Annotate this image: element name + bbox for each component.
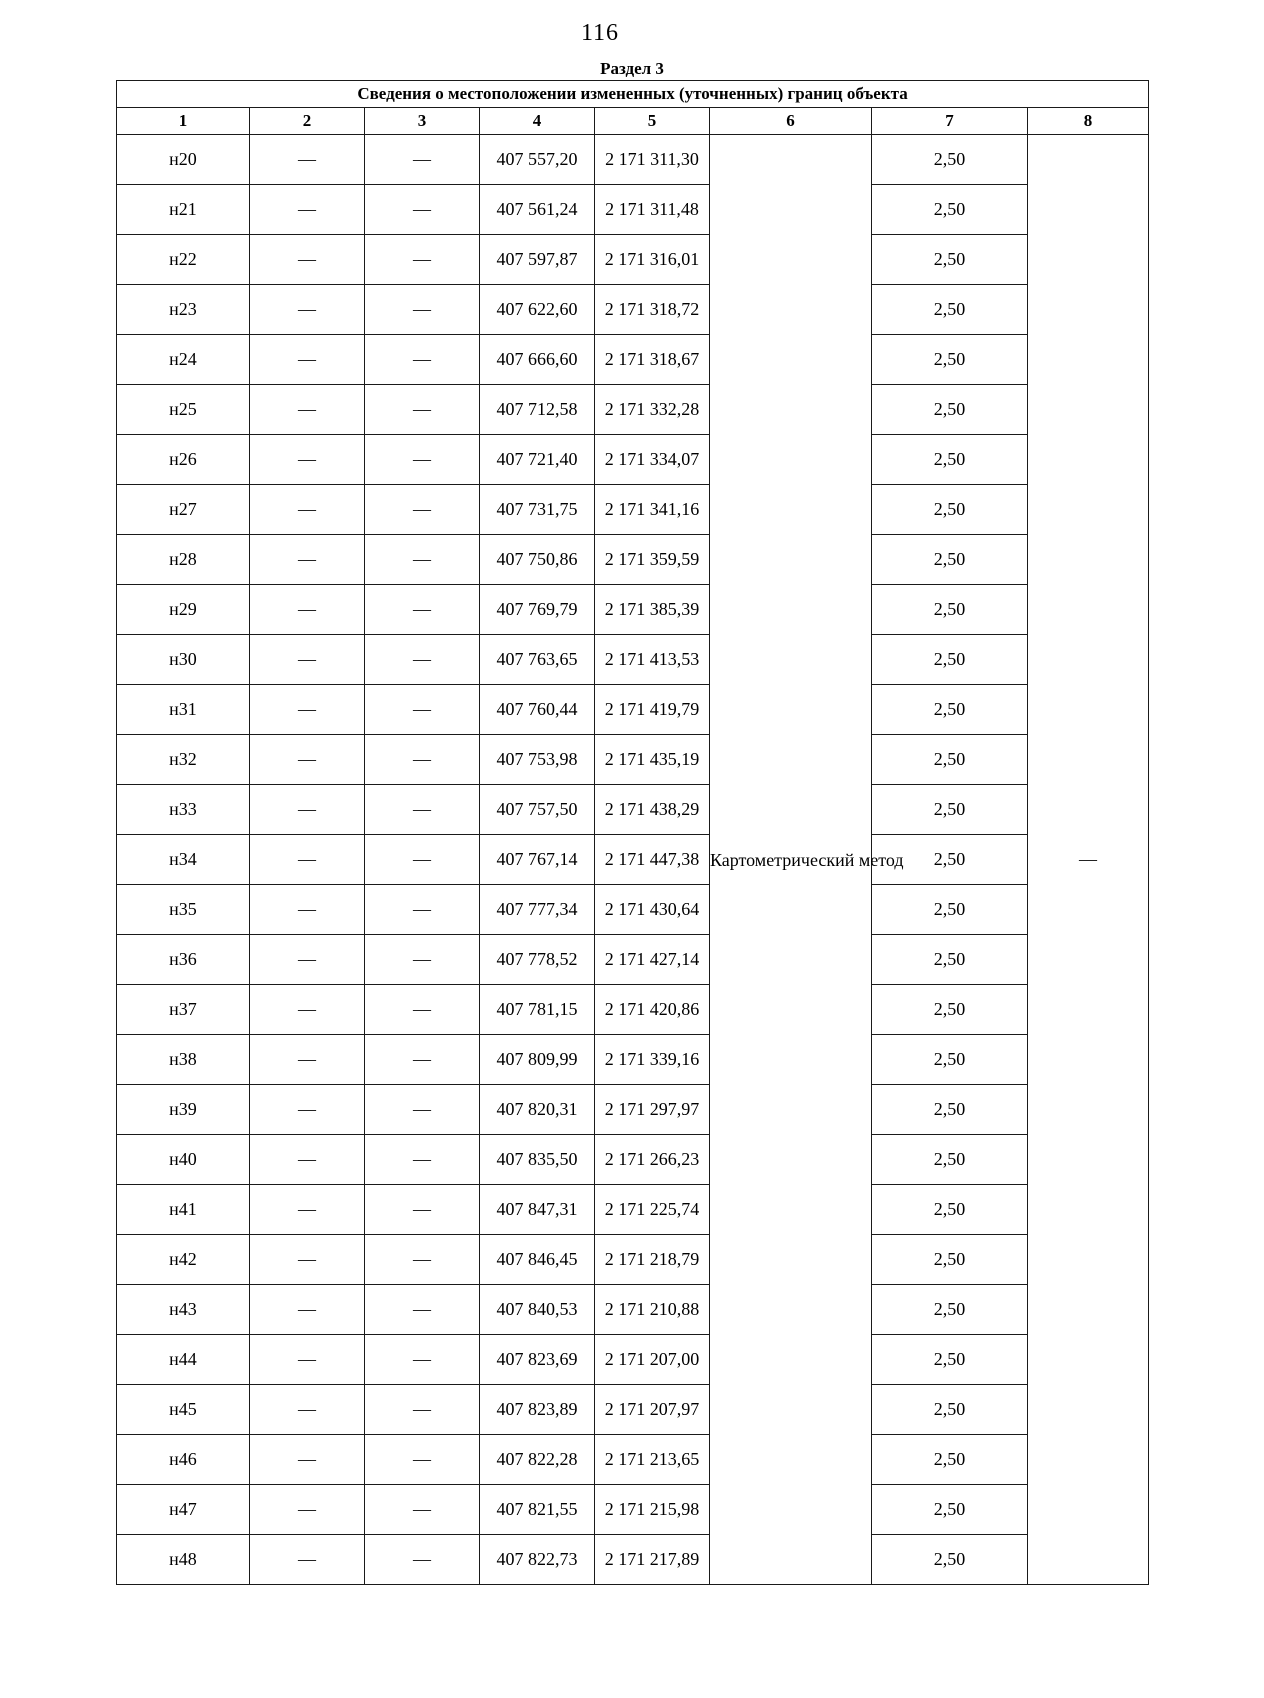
column-2-cell: — — [250, 1185, 365, 1235]
x-coordinate-cell: 407 561,24 — [480, 185, 595, 235]
x-coordinate-cell: 407 822,28 — [480, 1435, 595, 1485]
column-2-cell: — — [250, 435, 365, 485]
x-coordinate-cell: 407 823,69 — [480, 1335, 595, 1385]
column-2-cell: — — [250, 585, 365, 635]
accuracy-cell: 2,50 — [872, 785, 1028, 835]
column-2-cell: — — [250, 735, 365, 785]
y-coordinate-cell: 2 171 297,97 — [595, 1085, 710, 1135]
x-coordinate-cell: 407 769,79 — [480, 585, 595, 635]
column-3-cell: — — [365, 885, 480, 935]
accuracy-cell: 2,50 — [872, 1185, 1028, 1235]
column-header: 7 — [872, 108, 1028, 135]
accuracy-cell: 2,50 — [872, 235, 1028, 285]
accuracy-cell: 2,50 — [872, 635, 1028, 685]
table-row — [117, 1385, 1149, 1435]
table-row — [117, 1485, 1149, 1535]
column-2-cell: — — [250, 1035, 365, 1085]
column-3-cell: — — [365, 1035, 480, 1085]
point-number-cell: н33 — [117, 785, 250, 835]
page-number: 116 — [580, 20, 620, 46]
point-number-cell: н40 — [117, 1135, 250, 1185]
x-coordinate-cell: 407 750,86 — [480, 535, 595, 585]
column-3-cell: — — [365, 1335, 480, 1385]
y-coordinate-cell: 2 171 427,14 — [595, 935, 710, 985]
point-number-cell: н34 — [117, 835, 250, 885]
section-title: Раздел 3 — [600, 59, 664, 78]
y-coordinate-cell: 2 171 341,16 — [595, 485, 710, 535]
accuracy-cell: 2,50 — [872, 1435, 1028, 1485]
point-number-cell: н44 — [117, 1335, 250, 1385]
column-3-cell: — — [365, 1535, 480, 1585]
point-number-cell: н22 — [117, 235, 250, 285]
accuracy-cell: 2,50 — [872, 585, 1028, 635]
table-row — [117, 835, 1149, 885]
y-coordinate-cell: 2 171 419,79 — [595, 685, 710, 735]
point-number-cell: н48 — [117, 1535, 250, 1585]
table-row — [117, 685, 1149, 735]
column-2-cell: — — [250, 1285, 365, 1335]
point-number-cell: н30 — [117, 635, 250, 685]
y-coordinate-cell: 2 171 225,74 — [595, 1185, 710, 1235]
accuracy-cell: 2,50 — [872, 385, 1028, 435]
table-row — [117, 1285, 1149, 1335]
table-row — [117, 585, 1149, 635]
table-row — [117, 535, 1149, 585]
accuracy-cell: 2,50 — [872, 435, 1028, 485]
point-number-cell: н27 — [117, 485, 250, 535]
table-title-row — [117, 81, 1149, 108]
column-3-cell: — — [365, 1185, 480, 1235]
accuracy-cell: 2,50 — [872, 485, 1028, 535]
y-coordinate-cell: 2 171 213,65 — [595, 1435, 710, 1485]
column-3-cell: — — [365, 685, 480, 735]
column-2-cell: — — [250, 335, 365, 385]
column-3-cell: — — [365, 635, 480, 685]
accuracy-cell: 2,50 — [872, 835, 1028, 885]
column-3-cell: — — [365, 335, 480, 385]
column-2-cell: — — [250, 1135, 365, 1185]
table-row — [117, 1185, 1149, 1235]
table-row — [117, 485, 1149, 535]
column-2-cell: — — [250, 485, 365, 535]
column-3-cell: — — [365, 1235, 480, 1285]
column-2-cell: — — [250, 985, 365, 1035]
accuracy-cell: 2,50 — [872, 1035, 1028, 1085]
column-2-cell: — — [250, 1085, 365, 1135]
column-2-cell: — — [250, 835, 365, 885]
point-number-cell: н20 — [117, 135, 250, 185]
column-3-cell: — — [365, 835, 480, 885]
y-coordinate-cell: 2 171 217,89 — [595, 1535, 710, 1585]
coordinates-table — [116, 80, 1149, 1585]
accuracy-cell: 2,50 — [872, 1485, 1028, 1535]
point-number-cell: н41 — [117, 1185, 250, 1235]
column-8-cell: — — [1028, 135, 1149, 1585]
accuracy-cell: 2,50 — [872, 885, 1028, 935]
column-3-cell: — — [365, 735, 480, 785]
column-3-cell: — — [365, 135, 480, 185]
point-number-cell: н38 — [117, 1035, 250, 1085]
column-2-cell: — — [250, 635, 365, 685]
column-header: 5 — [595, 108, 710, 135]
y-coordinate-cell: 2 171 359,59 — [595, 535, 710, 585]
accuracy-cell: 2,50 — [872, 1385, 1028, 1435]
column-header: 8 — [1028, 108, 1149, 135]
accuracy-cell: 2,50 — [872, 935, 1028, 985]
column-3-cell: — — [365, 1485, 480, 1535]
x-coordinate-cell: 407 809,99 — [480, 1035, 595, 1085]
x-coordinate-cell: 407 835,50 — [480, 1135, 595, 1185]
table-row — [117, 1135, 1149, 1185]
column-3-cell: — — [365, 985, 480, 1035]
y-coordinate-cell: 2 171 311,48 — [595, 185, 710, 235]
y-coordinate-cell: 2 171 385,39 — [595, 585, 710, 635]
column-3-cell: — — [365, 1385, 480, 1435]
point-number-cell: н21 — [117, 185, 250, 235]
y-coordinate-cell: 2 171 420,86 — [595, 985, 710, 1035]
point-number-cell: н42 — [117, 1235, 250, 1285]
y-coordinate-cell: 2 171 332,28 — [595, 385, 710, 435]
table-row — [117, 285, 1149, 335]
column-3-cell: — — [365, 1085, 480, 1135]
point-number-cell: н35 — [117, 885, 250, 935]
accuracy-cell: 2,50 — [872, 1085, 1028, 1135]
y-coordinate-cell: 2 171 218,79 — [595, 1235, 710, 1285]
column-2-cell: — — [250, 1235, 365, 1285]
table-row — [117, 935, 1149, 985]
column-2-cell: — — [250, 135, 365, 185]
table-row — [117, 1335, 1149, 1385]
table-row — [117, 735, 1149, 785]
x-coordinate-cell: 407 622,60 — [480, 285, 595, 335]
x-coordinate-cell: 407 760,44 — [480, 685, 595, 735]
table-row — [117, 385, 1149, 435]
accuracy-cell: 2,50 — [872, 1535, 1028, 1585]
column-3-cell: — — [365, 785, 480, 835]
column-2-cell: — — [250, 1335, 365, 1385]
column-2-cell: — — [250, 885, 365, 935]
table-header-row — [117, 108, 1149, 135]
y-coordinate-cell: 2 171 210,88 — [595, 1285, 710, 1335]
method-cell: Картометрический метод — [710, 135, 872, 1585]
x-coordinate-cell: 407 840,53 — [480, 1285, 595, 1335]
column-3-cell: — — [365, 535, 480, 585]
y-coordinate-cell: 2 171 318,67 — [595, 335, 710, 385]
table-row — [117, 335, 1149, 385]
point-number-cell: н28 — [117, 535, 250, 585]
x-coordinate-cell: 407 778,52 — [480, 935, 595, 985]
table-row — [117, 885, 1149, 935]
column-header: 4 — [480, 108, 595, 135]
column-2-cell: — — [250, 535, 365, 585]
accuracy-cell: 2,50 — [872, 735, 1028, 785]
accuracy-cell: 2,50 — [872, 135, 1028, 185]
table-row — [117, 1035, 1149, 1085]
table-row — [117, 135, 1149, 185]
column-3-cell: — — [365, 935, 480, 985]
x-coordinate-cell: 407 823,89 — [480, 1385, 595, 1435]
table-row — [117, 185, 1149, 235]
column-2-cell: — — [250, 385, 365, 435]
accuracy-cell: 2,50 — [872, 1335, 1028, 1385]
column-3-cell: — — [365, 435, 480, 485]
table-row — [117, 635, 1149, 685]
point-number-cell: н26 — [117, 435, 250, 485]
table-body — [117, 135, 1149, 1585]
accuracy-cell: 2,50 — [872, 335, 1028, 385]
table-row — [117, 1535, 1149, 1585]
column-2-cell: — — [250, 285, 365, 335]
column-3-cell: — — [365, 385, 480, 435]
x-coordinate-cell: 407 757,50 — [480, 785, 595, 835]
x-coordinate-cell: 407 820,31 — [480, 1085, 595, 1135]
column-3-cell: — — [365, 1435, 480, 1485]
point-number-cell: н45 — [117, 1385, 250, 1435]
y-coordinate-cell: 2 171 318,72 — [595, 285, 710, 335]
table-row — [117, 1085, 1149, 1135]
column-2-cell: — — [250, 785, 365, 835]
accuracy-cell: 2,50 — [872, 185, 1028, 235]
accuracy-cell: 2,50 — [872, 1285, 1028, 1335]
x-coordinate-cell: 407 846,45 — [480, 1235, 595, 1285]
y-coordinate-cell: 2 171 316,01 — [595, 235, 710, 285]
y-coordinate-cell: 2 171 447,38 — [595, 835, 710, 885]
y-coordinate-cell: 2 171 207,00 — [595, 1335, 710, 1385]
y-coordinate-cell: 2 171 207,97 — [595, 1385, 710, 1435]
point-number-cell: н46 — [117, 1435, 250, 1485]
accuracy-cell: 2,50 — [872, 285, 1028, 335]
column-2-cell: — — [250, 235, 365, 285]
y-coordinate-cell: 2 171 339,16 — [595, 1035, 710, 1085]
x-coordinate-cell: 407 753,98 — [480, 735, 595, 785]
column-3-cell: — — [365, 235, 480, 285]
column-2-cell: — — [250, 1385, 365, 1435]
accuracy-cell: 2,50 — [872, 1235, 1028, 1285]
accuracy-cell: 2,50 — [872, 685, 1028, 735]
point-number-cell: н29 — [117, 585, 250, 635]
y-coordinate-cell: 2 171 430,64 — [595, 885, 710, 935]
column-2-cell: — — [250, 935, 365, 985]
table-row — [117, 985, 1149, 1035]
accuracy-cell: 2,50 — [872, 985, 1028, 1035]
table-row — [117, 435, 1149, 485]
table-row — [117, 1235, 1149, 1285]
column-3-cell: — — [365, 1135, 480, 1185]
y-coordinate-cell: 2 171 215,98 — [595, 1485, 710, 1535]
point-number-cell: н39 — [117, 1085, 250, 1135]
point-number-cell: н32 — [117, 735, 250, 785]
column-header: 1 — [117, 108, 250, 135]
x-coordinate-cell: 407 763,65 — [480, 635, 595, 685]
point-number-cell: н31 — [117, 685, 250, 735]
x-coordinate-cell: 407 557,20 — [480, 135, 595, 185]
table-row — [117, 785, 1149, 835]
point-number-cell: н37 — [117, 985, 250, 1035]
column-header: 6 — [710, 108, 872, 135]
column-3-cell: — — [365, 1285, 480, 1335]
point-number-cell: н25 — [117, 385, 250, 435]
column-3-cell: — — [365, 285, 480, 335]
x-coordinate-cell: 407 666,60 — [480, 335, 595, 385]
x-coordinate-cell: 407 597,87 — [480, 235, 595, 285]
point-number-cell: н24 — [117, 335, 250, 385]
column-header: 3 — [365, 108, 480, 135]
point-number-cell: н47 — [117, 1485, 250, 1535]
table-row — [117, 235, 1149, 285]
y-coordinate-cell: 2 171 435,19 — [595, 735, 710, 785]
column-2-cell: — — [250, 1435, 365, 1485]
column-2-cell: — — [250, 185, 365, 235]
x-coordinate-cell: 407 847,31 — [480, 1185, 595, 1235]
column-3-cell: — — [365, 585, 480, 635]
x-coordinate-cell: 407 821,55 — [480, 1485, 595, 1535]
point-number-cell: н43 — [117, 1285, 250, 1335]
x-coordinate-cell: 407 777,34 — [480, 885, 595, 935]
x-coordinate-cell: 407 822,73 — [480, 1535, 595, 1585]
table-row — [117, 1435, 1149, 1485]
y-coordinate-cell: 2 171 311,30 — [595, 135, 710, 185]
x-coordinate-cell: 407 721,40 — [480, 435, 595, 485]
accuracy-cell: 2,50 — [872, 1135, 1028, 1185]
column-2-cell: — — [250, 1485, 365, 1535]
column-3-cell: — — [365, 485, 480, 535]
column-2-cell: — — [250, 1535, 365, 1585]
x-coordinate-cell: 407 767,14 — [480, 835, 595, 885]
table-title: Сведения о местоположении измененных (уточненных) границ объекта — [117, 81, 1149, 108]
y-coordinate-cell: 2 171 438,29 — [595, 785, 710, 835]
point-number-cell: н36 — [117, 935, 250, 985]
x-coordinate-cell: 407 731,75 — [480, 485, 595, 535]
point-number-cell: н23 — [117, 285, 250, 335]
column-header: 2 — [250, 108, 365, 135]
y-coordinate-cell: 2 171 266,23 — [595, 1135, 710, 1185]
column-3-cell: — — [365, 185, 480, 235]
x-coordinate-cell: 407 781,15 — [480, 985, 595, 1035]
accuracy-cell: 2,50 — [872, 535, 1028, 585]
x-coordinate-cell: 407 712,58 — [480, 385, 595, 435]
y-coordinate-cell: 2 171 413,53 — [595, 635, 710, 685]
y-coordinate-cell: 2 171 334,07 — [595, 435, 710, 485]
column-2-cell: — — [250, 685, 365, 735]
